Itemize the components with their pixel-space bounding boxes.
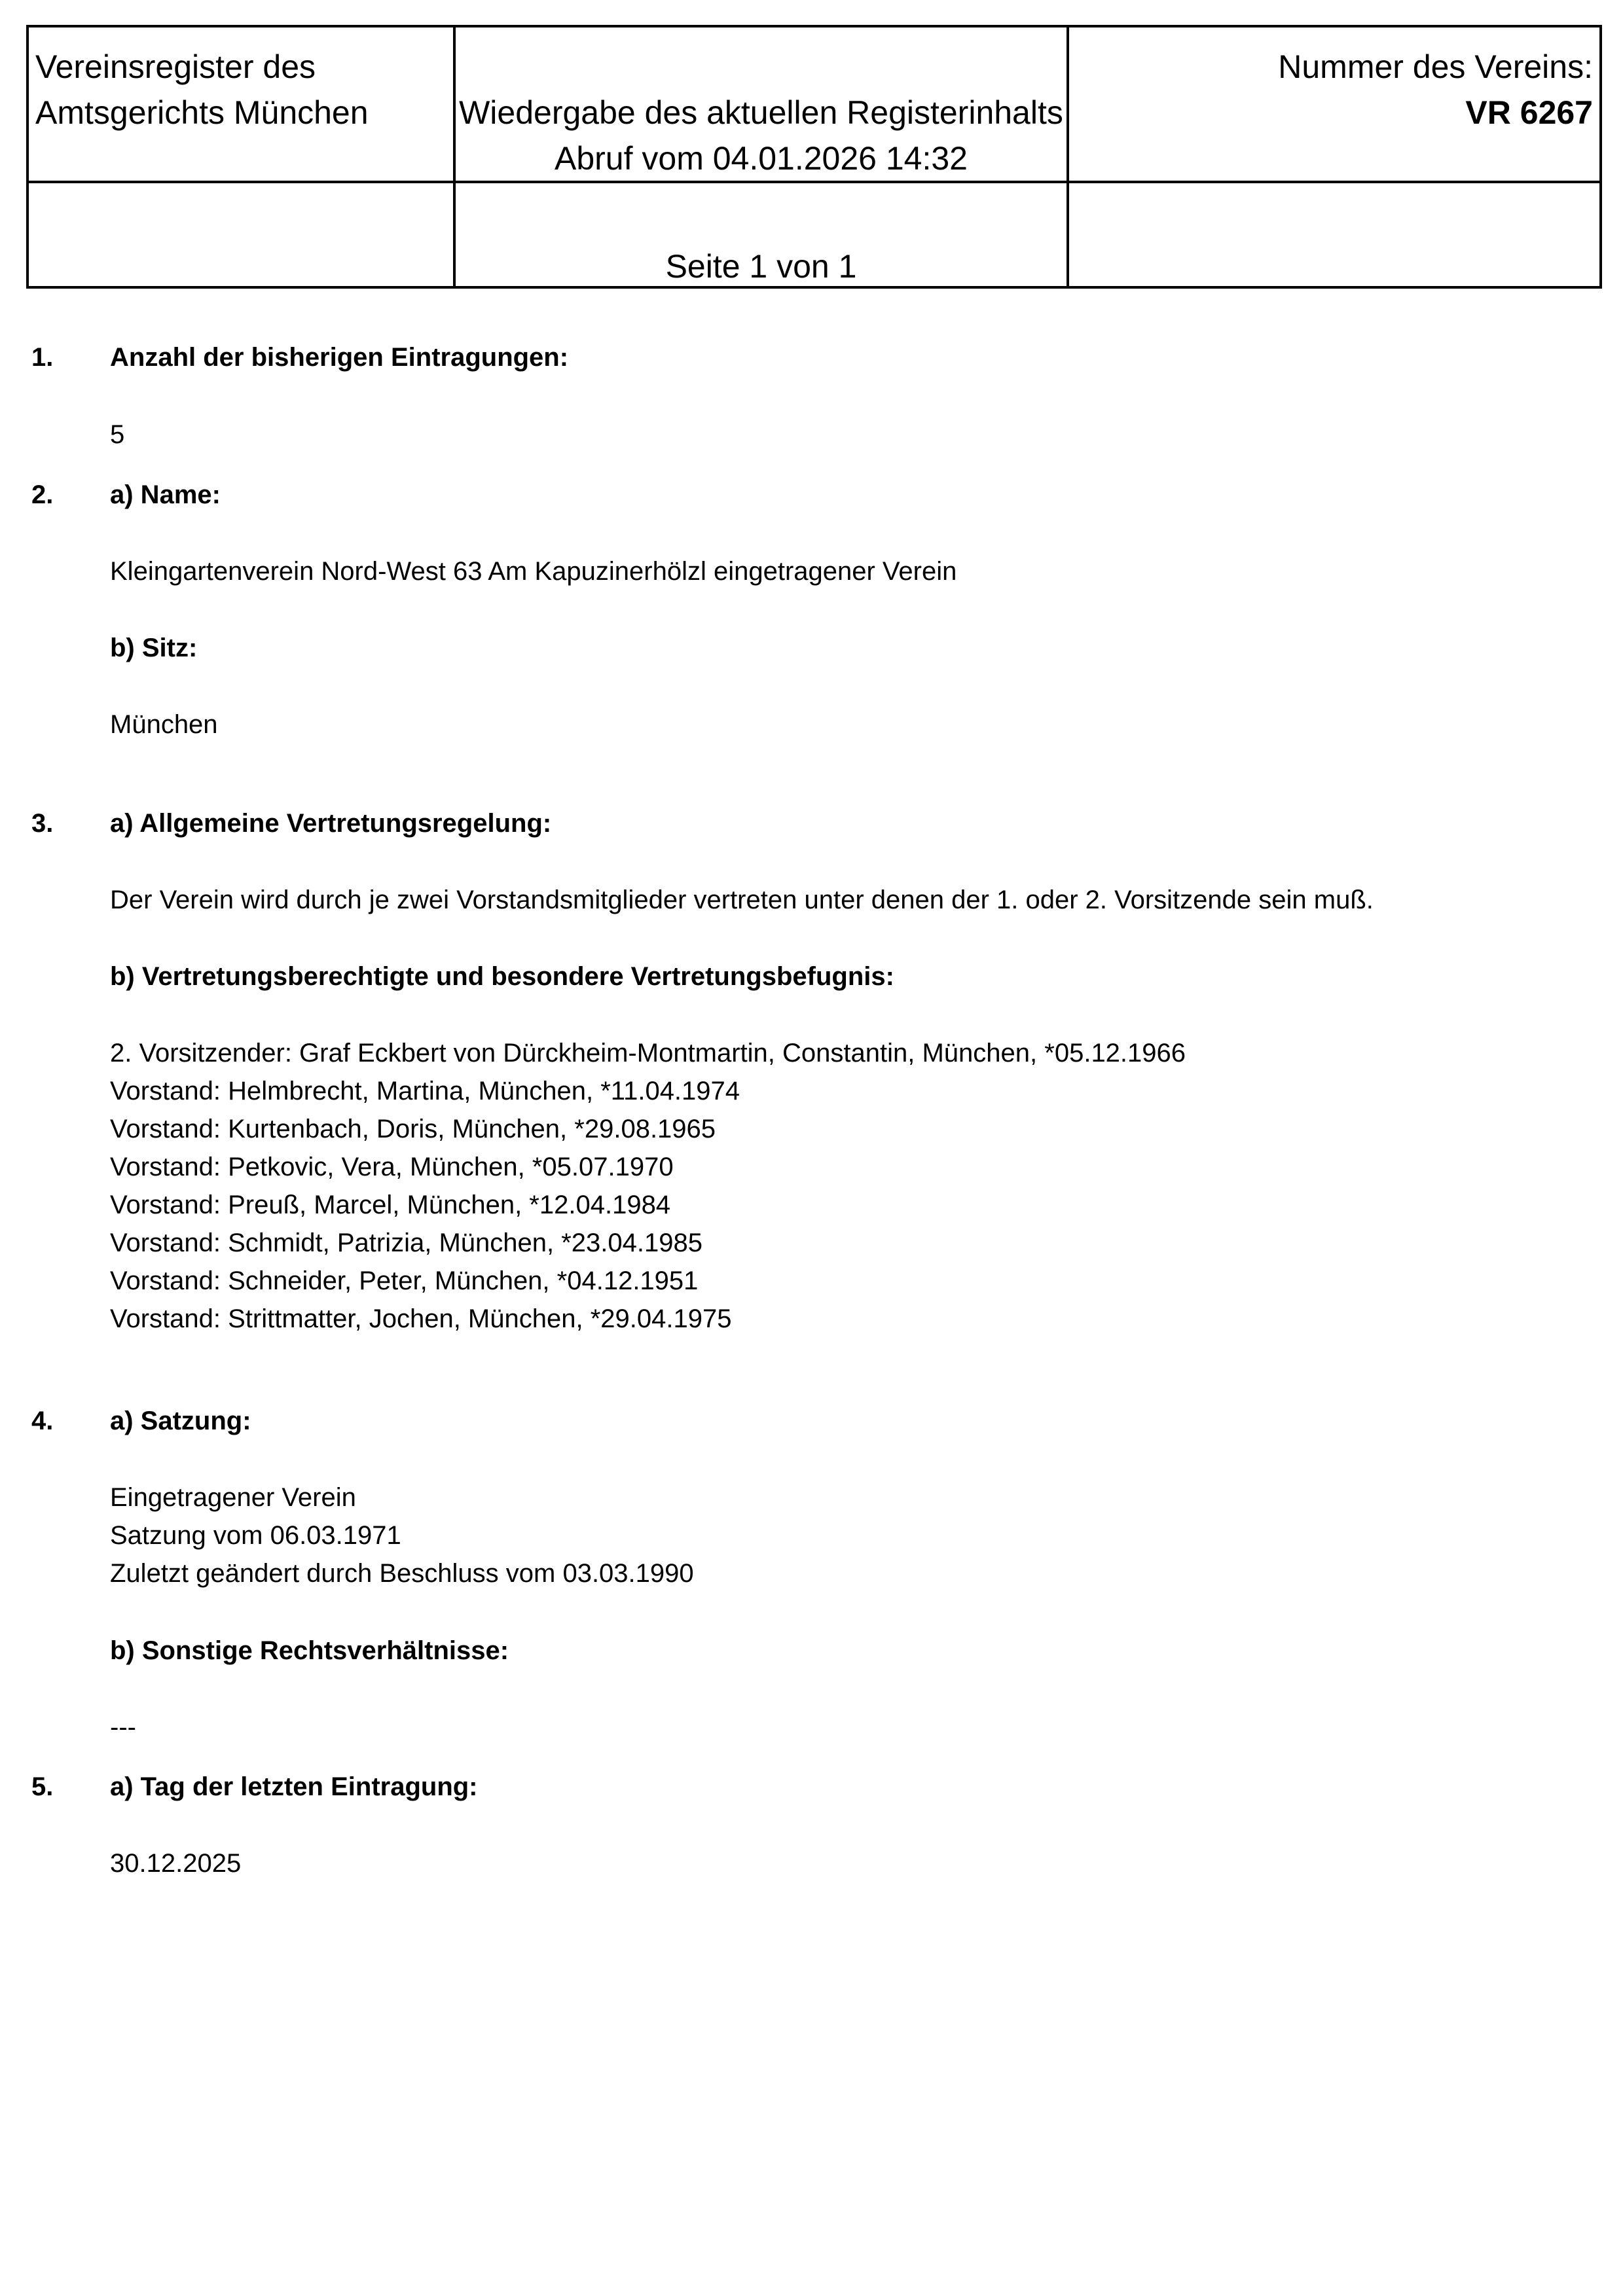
list-item: Vorstand: Strittmatter, Jochen, München, *29.04.1975	[110, 1304, 732, 1333]
list-item: Vorstand: Schmidt, Patrizia, München, *23.04.1985	[110, 1229, 702, 1257]
section-5-number: 5.	[31, 1772, 54, 1801]
section-3a-value: Der Verein wird durch je zwei Vorstandsmitglieder vertreten unter denen der 1. oder 2. Vorsitzende sein muß.	[110, 886, 1374, 914]
section-3a-label: a) Allgemeine Vertretungsregelung:	[110, 809, 552, 838]
section-4a-label: a) Satzung:	[110, 1407, 251, 1435]
list-item: Zuletzt geändert durch Beschluss vom 03.03.1990	[110, 1559, 694, 1588]
register-header-table	[26, 25, 1602, 289]
section-1-value: 5	[110, 420, 125, 449]
section-1-label: Anzahl der bisherigen Eintragungen:	[110, 343, 569, 372]
section-2-number: 2.	[31, 480, 54, 509]
section-3-number: 3.	[31, 809, 54, 838]
header-column-divider-right	[1067, 27, 1069, 286]
board-member-list	[110, 1034, 1186, 1338]
list-item: Vorstand: Petkovic, Vera, München, *05.07.1970	[110, 1153, 674, 1181]
page-indicator: Seite 1 von 1	[665, 248, 857, 285]
section-3b-label: b) Vertretungsberechtigte und besondere Vertretungsbefugnis:	[110, 962, 894, 991]
list-item: 2. Vorsitzender: Graf Eckbert von Dürckheim-Montmartin, Constantin, München, *05.12.1966	[110, 1039, 1186, 1067]
section-5a-label: a) Tag der letzten Eintragung:	[110, 1772, 478, 1801]
section-4b-label: b) Sonstige Rechtsverhältnisse:	[110, 1636, 509, 1665]
section-2a-value: Kleingartenverein Nord-West 63 Am Kapuzinerhölzl eingetragener Verein	[110, 557, 957, 586]
list-item: Vorstand: Schneider, Peter, München, *04.12.1951	[110, 1266, 699, 1295]
list-item: Eingetragener Verein	[110, 1483, 356, 1512]
association-number-value: VR 6267	[1465, 94, 1593, 131]
list-item: Vorstand: Helmbrecht, Martina, München, *11.04.1974	[110, 1077, 740, 1105]
list-item: Vorstand: Preuß, Marcel, München, *12.04.1984	[110, 1191, 671, 1219]
list-item: Satzung vom 06.03.1971	[110, 1521, 401, 1550]
section-5a-value: 30.12.2025	[110, 1849, 242, 1878]
association-number-label: Nummer des Vereins:	[1278, 48, 1593, 85]
section-2b-label: b) Sitz:	[110, 634, 198, 662]
court-name-line2: Amtsgerichts München	[35, 94, 369, 131]
section-4b-value: ---	[110, 1713, 136, 1742]
retrieval-timestamp: Abruf vom 04.01.2026 14:32	[554, 140, 968, 177]
list-item: Vorstand: Kurtenbach, Doris, München, *29.08.1965	[110, 1115, 716, 1143]
section-2a-label: a) Name:	[110, 480, 221, 509]
section-4-number: 4.	[31, 1407, 54, 1435]
section-1-number: 1.	[31, 343, 54, 372]
document-title: Wiedergabe des aktuellen Registerinhalts	[459, 94, 1063, 131]
court-name-line1: Vereinsregister des	[35, 48, 316, 85]
section-2b-value: München	[110, 710, 218, 739]
statute-lines	[110, 1479, 694, 1592]
